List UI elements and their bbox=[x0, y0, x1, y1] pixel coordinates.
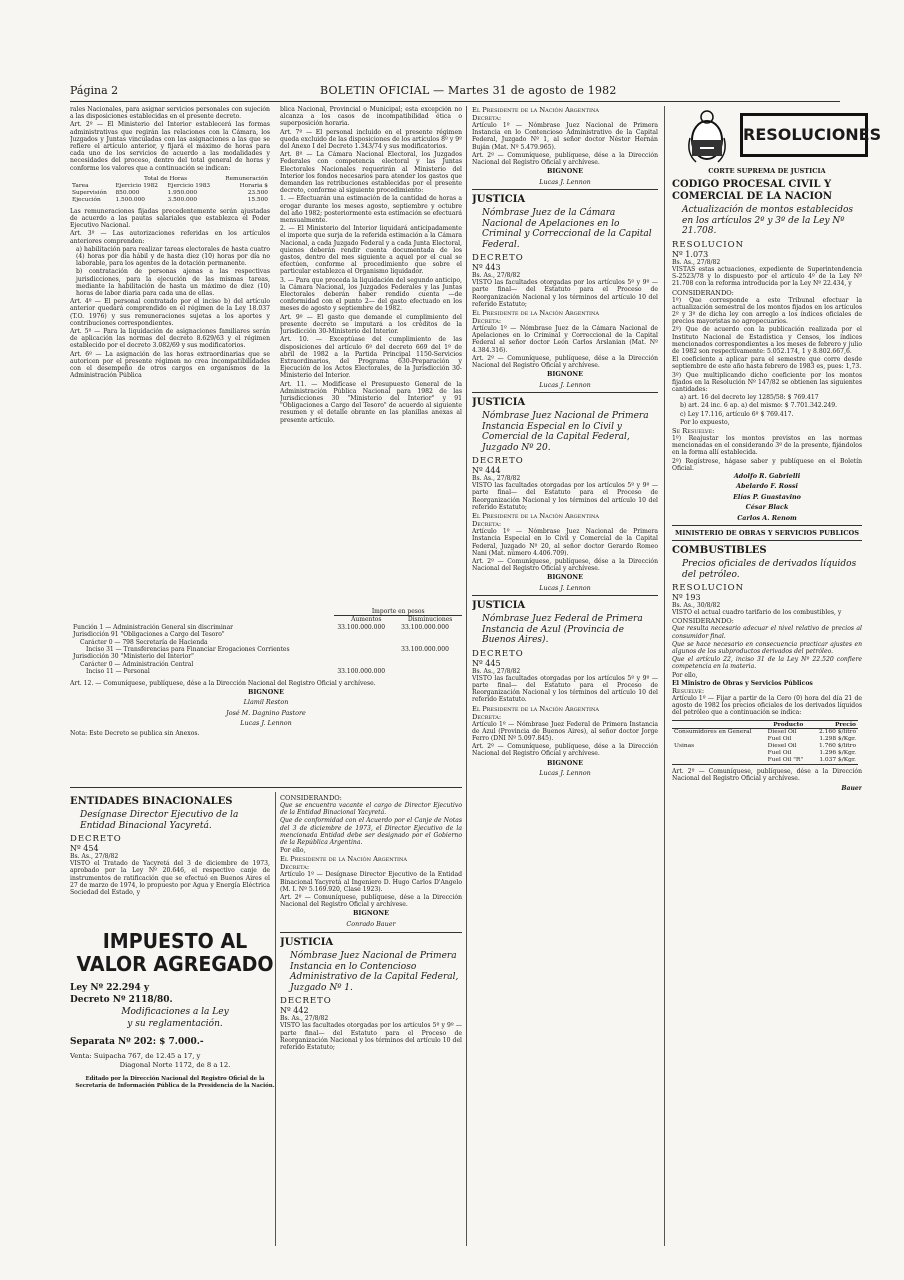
table-row: Inciso 31 — Transferencias para Financiar Erogaciones Corrientes 33.100.000.000 bbox=[86, 646, 449, 654]
budget-section bbox=[70, 608, 462, 780]
column-1 bbox=[70, 106, 270, 604]
headline: Nómbrase Juez de la Cámara Nacional de Apelaciones en lo Criminal y Correccional de la Capital Federal. bbox=[482, 208, 652, 250]
tax-separata: Separata Nº 202: $ 7.000.- bbox=[70, 1037, 204, 1047]
paragraph: Art. 11. — Modifícase el Presupuesto General de la Administración Pública Nacional para 1982 de las Jurisdicciones 30 "Ministerio del Interior" y 91 "Obligaciones a Cargo del Tesoro" de acuerdo al siguiente resumen y el detalle obrante en las planillas anexas al presente artículo. bbox=[280, 380, 462, 424]
table-row: Jurisdicción 30 "Ministerio del Interior" bbox=[73, 653, 194, 661]
paragraph: Art. 2º — El Ministerio del Interior establecerá las formas administrativas que regirán las relaciones con la Cámara, los Juzgados y Juntas vinculadas con las asignaciones a las que se refiere el artículo anterior, y fijará el máximo de horas para cada uno de los servicios de acuerdo a las modalidades y necesidades del proceso, dentro del total general de horas y conforme los valores que a continuación se indican: bbox=[70, 121, 270, 172]
column-divider bbox=[664, 106, 665, 1246]
paragraph: Que el artículo 22, inciso 31 de la Ley Nº 22.520 confiere competencia en la materia. bbox=[672, 656, 862, 671]
table-header: Ejercicio 1983 bbox=[167, 182, 211, 189]
resolution-date: Bs. As., 30/8/82 bbox=[672, 602, 721, 610]
signer: Lucas J. Lennon bbox=[539, 380, 591, 389]
tax-mod: y su reglamentación. bbox=[127, 1019, 223, 1029]
table-row: Jurisdicción 91 "Obligaciones a Cargo del Tesoro" bbox=[73, 631, 225, 639]
court-label: CORTE SUPREMA DE JUSTICIA bbox=[708, 168, 826, 175]
paragraph: Artículo 1º — Nómbrase Juez Nacional de Primera Instancia en lo Contencioso Administrativo de la Capital Federal, Juzgado Nº 1, al señor doctor Néstor Hernán Buján (Mat. Nº 5.479.965). bbox=[472, 122, 658, 151]
page-header bbox=[70, 84, 840, 100]
paragraph: Art. 2º — Comuníquese, publíquese, dése a la Dirección Nacional del Registro Oficial y archívese. bbox=[472, 354, 658, 370]
paragraph: VISTAS estas actuaciones, expediente de Superintendencia S-2523/78 y lo dispuesto por el artículo 4º de la Ley Nº 21.708 con la reforma introducida por la Ley Nº 22.434, y bbox=[672, 265, 862, 288]
signer: Elías P. Guastavino bbox=[733, 492, 801, 501]
signer: BIGNONE bbox=[547, 573, 583, 582]
paragraph: a) habilitación para realizar tareas electorales de hasta cuatro (4) horas por día hábil y de hasta diez (10) horas por día no laborable, para los agentes de la dotación permanente. bbox=[76, 245, 270, 268]
paragraph: Artículo 1º — Desígnase Director Ejecutivo de la Entidad Binacional Yacyretá al Ingeniero D. Hugo Carlos D'Angelo (M. I. Nº 5.169.920, Clase 1923). bbox=[280, 871, 462, 893]
signer: BIGNONE bbox=[547, 167, 583, 176]
column-divider bbox=[466, 106, 467, 1246]
headline: Nómbrase Juez Nacional de Primera Instancia en lo Contencioso Administrativo de la Capital Federal, Juzgado Nº 1. bbox=[290, 951, 459, 993]
paragraph: Art. 4º — El personal contratado por el inciso b) del artículo anterior quedará comprendido en el régimen de la Ley 18.037 (T.O. 1976) y sus remuneraciones sujetas a los aportes y contribuciones correspondientes. bbox=[70, 298, 270, 327]
resolution-date: Bs. As., 27/8/82 bbox=[672, 258, 721, 266]
paragraph: Art. 8º — La Cámara Nacional Electoral, los Juzgados Federales con competencia electoral y las Juntas Electorales Nacionales requerirán al Ministerio del Interior los fondos necesarios para atender los gastos que demanden las retribuciones establecidas por el presente decreto, conforme al siguiente procedimiento: bbox=[280, 151, 462, 195]
table-row: Supervisión 850.000 1.950.000 23.500 bbox=[72, 189, 268, 196]
list-item: a) art. 16 del decreto ley 1285/58: $ 769.417 bbox=[680, 394, 819, 402]
ministro-label: El Ministro de Obras y Servicios Públicos bbox=[672, 679, 813, 687]
signer: Lucas J. Lennon bbox=[539, 769, 591, 778]
column-3 bbox=[472, 106, 658, 1246]
decree-date: Bs. As., 27/8/82 bbox=[472, 272, 521, 280]
paragraph: Art. 7º — El personal incluido en el presente régimen queda excluido de las disposiciones de los artículos 8º y 9º del Anexo I del Decreto 1.343/74 y sus modificatorios. bbox=[280, 128, 462, 151]
paragraph: VISTO las facultades otorgadas por los artículos 5º y 9º —parte final— del Estatuto para el Proceso de Reorganización Nacional y los términos del artículo 10 del referido Estatuto; bbox=[472, 279, 658, 308]
signer: Conrado Bauer bbox=[346, 919, 396, 928]
table-row: Inciso 11 — Personal 33.100.000.000 bbox=[86, 668, 386, 676]
table-header: Precio bbox=[834, 720, 856, 728]
signer: Lucas J. Lennon bbox=[240, 719, 292, 728]
column-divider bbox=[275, 792, 276, 1246]
resolution-label: RESOLUCION bbox=[672, 239, 745, 250]
decree-label: DECRETO bbox=[472, 253, 524, 264]
paragraph: Por ello, bbox=[280, 847, 306, 855]
signer: Adolfo R. Gabrielli bbox=[733, 471, 801, 480]
decreta-label: Decreta: bbox=[280, 863, 310, 872]
entidades-cont bbox=[280, 794, 462, 1246]
decree-label: DECRETO bbox=[472, 648, 524, 659]
hours-table bbox=[70, 176, 270, 204]
signer: José M. Dagnino Pastore bbox=[226, 708, 306, 717]
signer: Carlos A. Renom bbox=[737, 513, 797, 522]
signer: Bauer bbox=[841, 785, 862, 793]
table-header: Remuneración bbox=[225, 175, 268, 182]
tax-venta: Diagonal Norte 1172, de 8 a 12. bbox=[119, 1061, 231, 1069]
paragraph: 1º) Que corresponde a este Tribunal efectuar la actualización semestral de los montos fijados en los artículos 2º y 3º de dicha ley con arreglo a los índices oficiales de precios mayoristas no agropecuarios. bbox=[672, 296, 862, 326]
resuelve-label: Resuelve: bbox=[672, 687, 705, 696]
section-rule bbox=[472, 189, 658, 190]
paragraph: Las remuneraciones fijadas precedentemente serán ajustadas de acuerdo a las pautas salariales que establezca el Poder Ejecutivo Nacional. bbox=[70, 207, 270, 230]
table-header: Tarea bbox=[72, 182, 89, 189]
decree-number: Nº 444 bbox=[472, 466, 501, 476]
table-header: Producto bbox=[773, 720, 804, 728]
decree-number: Nº 443 bbox=[472, 263, 501, 273]
paragraph: rales Nacionales, para asignar servicios personales con sujeción a las disposiciones establecidas en el presente decreto. bbox=[70, 106, 270, 121]
table-header: Disminuciones bbox=[407, 616, 453, 624]
section-rule bbox=[472, 392, 658, 393]
paragraph: Art. 12. — Comuníquese, publíquese, dése a la Dirección Nacional del Registro Oficial y archívese. bbox=[70, 679, 376, 687]
paragraph: VISTO el actual cuadro tarifario de los combustibles, y bbox=[672, 609, 842, 617]
coat-of-arms-icon bbox=[684, 108, 730, 168]
list-item: b) art. 24 inc. 6 ap. a) del mismo: $ 7.701.342.249. bbox=[680, 402, 838, 410]
decree-date: Bs. As., 27/8/82 bbox=[280, 1015, 329, 1023]
decree-label: DECRETO bbox=[280, 996, 332, 1007]
tax-law: Ley Nº 22.294 y bbox=[70, 983, 150, 993]
table-row: Carácter 0 — 798 Secretaría de Hacienda bbox=[80, 638, 208, 646]
table-header: Ejercicio 1982 bbox=[115, 182, 158, 189]
tax-venta: Venta: Suipacha 767, de 12.45 a 17, y bbox=[70, 1052, 201, 1060]
section-rule bbox=[672, 540, 862, 541]
section-rule bbox=[280, 932, 462, 933]
paragraph: b) contratación de personas ajenas a las respectivas jurisdicciones, para la ejecución de las mismas tareas, mediante la habilitación de hasta un máximo de diez (10) horas de labor diaria para cada una de ellas. bbox=[76, 268, 270, 298]
headline: Nómbrase Juez Federal de Primera Instancia de Azul (Provincia de Buenos Aires). bbox=[482, 614, 643, 646]
paragraph: VISTO el Tratado de Yacyretá del 3 de diciembre de 1973, aprobado por la Ley Nº 20.646, el respectivo canje de instrumentos de ratificación que se efectuó en Buenos Aires el 27 de marzo de 1974, lo propuesto por Agua y Energía Eléctrica Sociedad del Estado, y bbox=[70, 860, 270, 897]
paragraph: Por ello, bbox=[672, 671, 698, 679]
resuelve-label: Se Resuelve: bbox=[672, 426, 715, 435]
table-header: Aumentos bbox=[351, 616, 382, 624]
considerando-label: CONSIDERANDO: bbox=[672, 617, 734, 626]
decree-date: Bs. As., 27/8/82 bbox=[472, 475, 521, 483]
paragraph: 1º) Reajustar los montos previstos en las normas mencionadas en el considerando 3º de la presente, fijándolos en la forma allí establecida. bbox=[672, 434, 862, 457]
headline: Precios oficiales de derivados líquidos del petróleo. bbox=[682, 559, 857, 580]
header-rule bbox=[70, 101, 840, 102]
column-2 bbox=[280, 106, 462, 604]
paragraph: Artículo 1º — Fijar a partir de la Cero (0) hora del día 21 de agosto de 1982 los precios oficiales de los derivados líquidos del petróleo que a continuación se indica: bbox=[672, 695, 862, 717]
headline: Desígnase Director Ejecutivo de la Entidad Binacional Yacyretá. bbox=[80, 810, 239, 831]
section-title: CODIGO PROCESAL CIVIL Y COMERCIAL DE LA NACION bbox=[672, 179, 833, 203]
paragraph: Art. 2º — Comuníquese, publíquese, dése a la Dirección Nacional del Registro Oficial y archívese. bbox=[472, 151, 658, 167]
decreta-label: Decreta: bbox=[472, 317, 502, 326]
paragraph: Que se hace necesario en consecuencia practicar ajustes en algunos de los subproductos derivados del petróleo. bbox=[672, 640, 862, 656]
paragraph: 2. — El Ministerio del Interior liquidará anticipadamente el importe que surja de la referida estimación a la Cámara Nacional, a cada Juzgado Federal y a cada Junta Electoral, quienes deberán rendir cuenta documentada de los gastos, dentro del mes siguiente a aquel por el cual se efectúen, conforme al procedimiento que sobre el particular establezca el Organismo liquidador. bbox=[280, 225, 462, 276]
resolution-number: Nº 1.073 bbox=[672, 249, 709, 259]
considerando-label: CONSIDERANDO: bbox=[280, 794, 342, 802]
presidente-label: El Presidente de la Nación Argentina bbox=[472, 309, 599, 318]
table-row: Fuel Oil "R" 1.037 $/Kgr. bbox=[672, 757, 858, 765]
paragraph: Art. 2º — Comuníquese, publíquese, dése a la Dirección Nacional del Registro Oficial y archívese. bbox=[672, 767, 862, 782]
tax-editado: Editado por la Dirección Nacional del Registro Oficial de la Secretaría de Información Pública de la Presidencia de la Nación. bbox=[75, 1076, 275, 1089]
table-row: Carácter 0 — Administración Central bbox=[80, 660, 194, 668]
decree-date: Bs. As., 27/8/82 bbox=[472, 667, 521, 675]
decreta-label: Decreta: bbox=[472, 712, 502, 721]
table-header: Total de Horas bbox=[143, 175, 188, 182]
list-item: c) Ley 17.116, artículo 6º $ 769.417. bbox=[680, 410, 794, 418]
section-title: JUSTICIA bbox=[280, 937, 334, 949]
column-4 bbox=[672, 168, 862, 1246]
presidente-label: El Presidente de la Nación Argentina bbox=[472, 106, 599, 114]
considerando-label: CONSIDERANDO: bbox=[672, 288, 734, 297]
tax-mod: Modificaciones a la Ley bbox=[121, 1007, 229, 1017]
table-row: Usinas Diesel Oil 1.760 $/litro bbox=[674, 742, 856, 749]
resolution-number: Nº 193 bbox=[672, 593, 701, 603]
paragraph: Art. 6º — La asignación de las horas extraordinarias que se autoricen por el presente régimen no crea incompatibilidades con el desempeño de otros cargos en organismos de la Administración Pública bbox=[70, 350, 270, 380]
table-row: Fuel Oil 1.296 $/Kgr. bbox=[767, 749, 856, 756]
headline: Actualización de montos establecidos en los artículos 2º y 3º de la Ley Nº 21.708. bbox=[682, 205, 853, 237]
paragraph: Art. 5º — Para la liquidación de asignaciones familiares serán de aplicación las normas del decreto 8.629/63 y el régimen establecido por el decreto 3.082/69 y sus modificatorios. bbox=[70, 328, 270, 350]
list-item: Por lo expuesto, bbox=[680, 418, 730, 426]
decreta-label: Decreta: bbox=[472, 114, 502, 122]
paragraph: Art. 9º — El gasto que demande el cumplimiento del presente decreto se imputará a los créditos de la Jurisdicción 30-Ministerio del Interior. bbox=[280, 313, 462, 336]
page-title: BOLETIN OFICIAL — Martes 31 de agosto de 1982 bbox=[320, 84, 617, 97]
paragraph: 3º) Que multiplicando dicho coeficiente por los montos fijados en la Resolución Nº 147/82 se obtienen las siguientes cantidades: bbox=[672, 371, 862, 393]
paragraph: VISTO las facultades otorgadas por los artículos 5º y 9º —parte final— del Estatuto para el Proceso de Reorganización Nacional y los términos del artículo 10 del referido Estatuto; bbox=[280, 1022, 462, 1052]
paragraph: Artículo 1º — Nómbrase Juez Nacional de Primera Instancia Especial en lo Civil y Comercial de la Capital Federal, Juzgado Nº 20, al señor doctor Gerardo Romeo Nani (Mat. número 4.406.709). bbox=[472, 528, 658, 557]
paragraph: Artículo 1º — Nómbrase Juez de la Cámara Nacional de Apelaciones en lo Criminal y Correccional de la Capital Federal al señor doctor León Carlos Arslanian (Mat. Nº 4.384.316). bbox=[472, 325, 658, 354]
paragraph: Art. 2º — Comuníquese, publíquese, dése a la Dirección Nacional del Registro Oficial y archívese. bbox=[280, 894, 462, 909]
paragraph: Art. 10. — Exceptúase del cumplimiento de las disposiciones del artículo 6º del decreto 669 del 1º de abril de 1982 a la Partida Principal 1150-Servicios Extraordinarios, del Programa 630-Preparación y Ejecución de los Actos Electorales, de la Jurisdicción 30-Ministerio del Interior. bbox=[280, 336, 462, 380]
section-title: JUSTICIA bbox=[472, 194, 526, 206]
decree-label: DECRETO bbox=[472, 456, 524, 467]
paragraph: Artículo 1º — Nómbrase Juez Federal de Primera Instancia de Azul (Provincia de Buenos Aires), al señor doctor Jorge Ferro (DNI Nº 5.097.845). bbox=[472, 720, 658, 743]
signer: BIGNONE bbox=[353, 909, 389, 918]
resolution-label: RESOLUCION bbox=[672, 583, 745, 594]
decree-number: Nº 454 bbox=[70, 844, 99, 853]
paragraph: Que se encuentra vacante el cargo de Director Ejecutivo de la Entidad Binacional Yacyretá. bbox=[280, 802, 462, 817]
decreta-label: Decreta: bbox=[472, 520, 502, 529]
paragraph: VISTO las facultades otorgadas por los artículos 5º y 9º —parte final— del Estatuto para el Proceso de Reorganización Nacional y los términos del artículo 10 del referido Estatuto; bbox=[472, 482, 658, 511]
signer: BIGNONE bbox=[547, 758, 583, 767]
presidente-label: El Presidente de la Nación Argentina bbox=[472, 704, 599, 713]
section-title: ENTIDADES BINACIONALES bbox=[70, 796, 233, 807]
decree-number: Nº 445 bbox=[472, 658, 501, 668]
price-table bbox=[672, 720, 858, 765]
presidente-label: El Presidente de la Nación Argentina bbox=[472, 512, 599, 521]
signer: Llamil Reston bbox=[243, 698, 289, 707]
section-rule bbox=[70, 787, 462, 788]
table-row: Ejecución 1.500.000 3.500.000 15.500 bbox=[72, 196, 268, 203]
paragraph: 2º) Que de acuerdo con la publicación realizada por el Instituto Nacional de Estadística y Censos, los índices mencionados correspondientes a los meses de febrero y julio de 1982 son respectivamente: 5.052.174, 1 y 8.802.667,6. bbox=[672, 326, 862, 355]
signer: BIGNONE bbox=[547, 370, 583, 379]
decree-label: DECRETO bbox=[70, 834, 122, 844]
paragraph: Que resulta necesario adecuar el nivel relativo de precios al consumidor final. bbox=[672, 625, 862, 640]
paragraph: VISTO las facultades otorgadas por los artículos 5º y 9º —parte final— del Estatuto para el Proceso de Reorganización Nacional y los términos del artículo 10 del referido Estatuto. bbox=[472, 674, 658, 704]
signer: Lucas J. Lennon bbox=[539, 583, 591, 592]
signer: César Black bbox=[745, 503, 789, 512]
paragraph: Que de conformidad con el Acuerdo por el Canje de Notas del 3 de diciembre de 1973, el Director Ejecutivo de la mencionada Entidad debe ser designado por el Gobierno de la República Argentina. bbox=[280, 817, 462, 847]
table-row: Fuel Oil 1.298 $/Kgr. bbox=[767, 735, 856, 742]
note: Nota: Este Decreto se publica sin Anexos. bbox=[70, 730, 200, 738]
paragraph: blica Nacional, Provincial o Municipal; esta excepción no alcanza a los casos de incompatibilidad ética o superposición horaria. bbox=[280, 106, 462, 128]
table-header: Horaria $ bbox=[239, 182, 268, 189]
table-row: Función 1 — Administración General sin discriminar 33.100.000.000 33.100.000.000 bbox=[73, 623, 449, 631]
entidades-section bbox=[70, 792, 270, 926]
paragraph: Art. 2º — Comuníquese, publíquese, dése a la Dirección Nacional del Registro Oficial y archívese. bbox=[472, 743, 658, 758]
paragraph: 2º) Regístrese, hágase saber y publíquese en el Boletín Oficial. bbox=[672, 457, 862, 472]
signer: BIGNONE bbox=[248, 687, 284, 696]
section-title: JUSTICIA bbox=[472, 397, 526, 409]
section-rule bbox=[672, 525, 862, 526]
table-row: Consumidores en General Diesel Oil 2.160 $/litro bbox=[674, 728, 856, 735]
tax-notice bbox=[70, 930, 280, 1090]
tax-decree: Decreto Nº 2118/80. bbox=[70, 995, 173, 1005]
decree-date: Bs. As., 27/8/82 bbox=[70, 853, 119, 860]
paragraph: 3. — Para que proceda la liquidación del segundo anticipo, la Cámara Nacional, los Juzgados Federales y las Juntas Electorales deberán haber rendido cuenta —de conformidad con el punto 2— del gasto efectuado en los meses de agosto y septiembre de 1982. bbox=[280, 276, 462, 313]
paragraph: El coeficiente a aplicar para el semestre que corre desde septiembre de este año hasta febrero de 1983 es, pues: 1,73. bbox=[672, 356, 862, 371]
resoluciones-banner: RESOLUCIONES bbox=[740, 113, 868, 157]
decree-number: Nº 442 bbox=[280, 1006, 309, 1016]
presidente-label: El Presidente de la Nación Argentina bbox=[280, 855, 407, 864]
paragraph: 1. — Efectuarán una estimación de la cantidad de horas a erogar durante los meses agosto, septiembre y octubre del año 1982; posteriormente esta estimación se efectuará mensualmente. bbox=[280, 195, 462, 225]
budget-table bbox=[70, 608, 462, 676]
paragraph: Art. 2º — Comuníquese, publíquese, dése a la Dirección Nacional del Registro Oficial y archívese. bbox=[472, 557, 658, 573]
page-number: Página 2 bbox=[70, 84, 119, 97]
table-header: Importe en pesos bbox=[334, 608, 462, 616]
signer: Lucas J. Lennon bbox=[539, 177, 591, 186]
subsection-title: COMBUSTIBLES bbox=[672, 545, 767, 557]
section-title: JUSTICIA bbox=[472, 600, 526, 612]
paragraph: Art. 3º — Las autorizaciones referidas en los artículos anteriores comprenden: bbox=[70, 230, 270, 245]
section-title: MINISTERIO DE OBRAS Y SERVICIOS PUBLICOS bbox=[675, 529, 859, 538]
section-rule bbox=[472, 595, 658, 596]
headline: Nómbrase Juez Nacional de Primera Instancia Especial en lo Civil y Comercial de la Capital Federal, Juzgado Nº 20. bbox=[482, 411, 649, 453]
tax-title: IMPUESTO AL VALOR AGREGADO bbox=[76, 929, 274, 976]
signer: Abelardo F. Rossi bbox=[736, 482, 798, 491]
